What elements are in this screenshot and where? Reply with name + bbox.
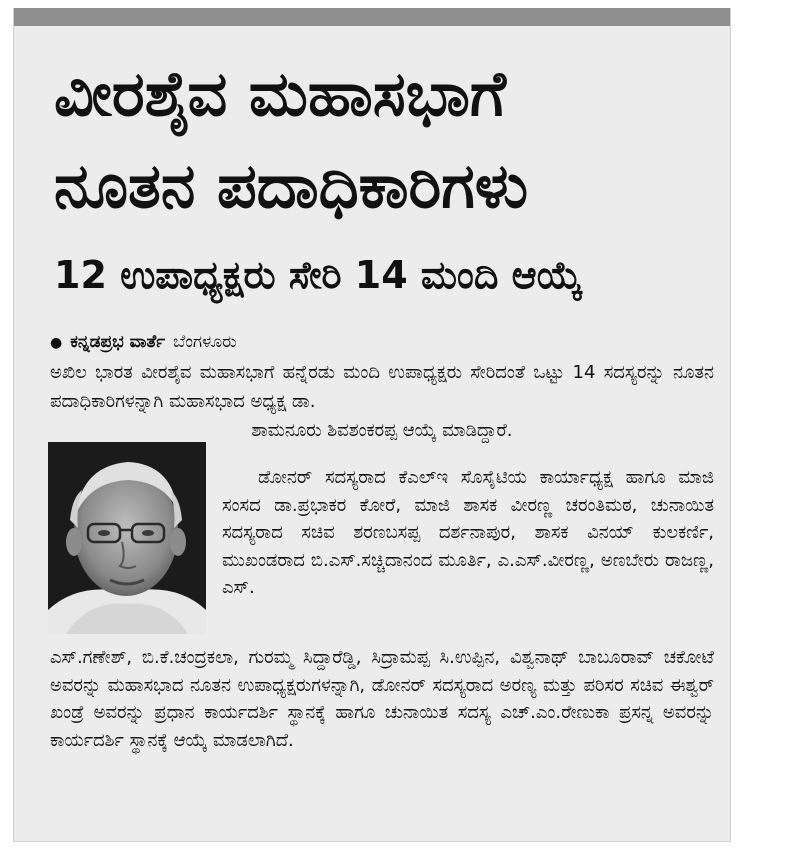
byline-source: ಕನ್ನಡಪ್ರಭ ವಾರ್ತೆ <box>70 332 166 352</box>
top-bar <box>14 8 730 26</box>
headline-line-2: ನೂತನ ಪದಾಧಿಕಾರಿಗಳು <box>54 149 529 222</box>
subheadline: 12 ಉಪಾಧ್ಯಕ್ಷರು ಸೇರಿ 14 ಮಂದಿ ಆಯ್ಕೆ <box>54 253 583 297</box>
byline-bullet: ● <box>50 335 63 351</box>
headline <box>54 48 714 232</box>
elderly-man-portrait-image <box>48 442 206 634</box>
byline-city: ಬೆಂಗಳೂರು <box>173 332 237 352</box>
lead-text: ಅಖಿಲ ಭಾರತ ವೀರಶೈವ ಮಹಾಸಭಾಗೆ ಹನ್ನೆರಡು ಮಂದಿ ಉಪಾಧ್ಯಕ್ಷರು ಸೇರಿದಂತೆ ಒಟ್ಟು 14 ಸದಸ್ಯರನ್ನು ನೂತನ ಪದಾಧಿಕಾರಿಗಳನ್ನಾಗಿ ಮಹಾಸಭಾದ ಅಧ್ಯಕ್ಷ ಡಾ. <box>50 362 714 412</box>
portrait-photo <box>48 442 206 634</box>
newspaper-clipping <box>13 8 731 842</box>
body-paragraph-continued: ಎಸ್.ಗಣೇಶ್, ಬಿ.ಕೆ.ಚಂದ್ರಕಲಾ, ಗುರಮ್ಮ ಸಿದ್ದಾರೆಡ್ಡಿ, ಸಿದ್ರಾಮಪ್ಪ ಸಿ.ಉಪ್ಪಿನ, ವಿಶ್ವನಾಥ್ ಬಾಬೂರಾವ್ ಚಕೋಟೆ ಅವರನ್ನು ಮಹಾಸಭಾದ ನೂತನ ಉಪಾಧ್ಯಕ್ಷರುಗಳನ್ನಾಗಿ, ಡೋನರ್ ಸದಸ್ಯರಾದ ಅರಣ್ಯ ಮತ್ತು ಪರಿಸರ ಸಚಿವ ಈಶ್ವರ್ ಖಂಡ್ರೆ ಅವರನ್ನು ಪ್ರಧಾನ ಕಾರ್ಯದರ್ಶಿ ಸ್ಥಾನಕ್ಕೆ ಹಾಗೂ ಚುನಾಯಿತ ಸದಸ್ಯ ಎಚ್.ಎಂ.ರೇಣುಕಾ ಪ್ರಸನ್ನ ಅವರನ್ನು ಕಾರ್ಯದರ್ಶಿ ಸ್ಥಾನಕ್ಕೆ ಆಯ್ಕೆ ಮಾಡಲಾಗಿದೆ. <box>50 647 714 751</box>
body-paragraph-beside-photo: ಡೋನರ್ ಸದಸ್ಯರಾದ ಕೆಎಲ್‌ಇ ಸೊಸೈಟಿಯ ಕಾರ್ಯಾಧ್ಯಕ್ಷ ಹಾಗೂ ಮಾಜಿ ಸಂಸದ ಡಾ.ಪ್ರಭಾಕರ ಕೋರೆ, ಮಾಜಿ ಶಾಸಕ ವೀರಣ್ಣ ಚರಂತಿಮಠ, ಚುನಾಯಿತ ಸದಸ್ಯರಾದ ಸಚಿವ ಶರಣಬಸಪ್ಪ ದರ್ಶನಾಪುರ, ಶಾಸಕ ವಿನಯ್ ಕುಲಕರ್ಣಿ, ಮುಖಂಡರಾದ ಬಿ.ಎಸ್.ಸಚ್ಚಿದಾನಂದ ಮೂರ್ತಿ, ಎ.ಎಸ್.ವೀರಣ್ಣ, ಅಣಬೇರು ರಾಜಣ್ಣ, ಎಸ್. <box>222 467 714 598</box>
lead-paragraph <box>50 358 714 445</box>
headline-line-1: ವೀರಶೈವ ಮಹಾಸಭಾಗೆ <box>54 57 506 130</box>
byline <box>50 330 237 355</box>
lead-last-line: ಶಾಮನೂರು ಶಿವಶಂಕರಪ್ಪ ಆಯ್ಕೆ ಮಾಡಿದ್ದಾರೆ. <box>251 420 513 441</box>
